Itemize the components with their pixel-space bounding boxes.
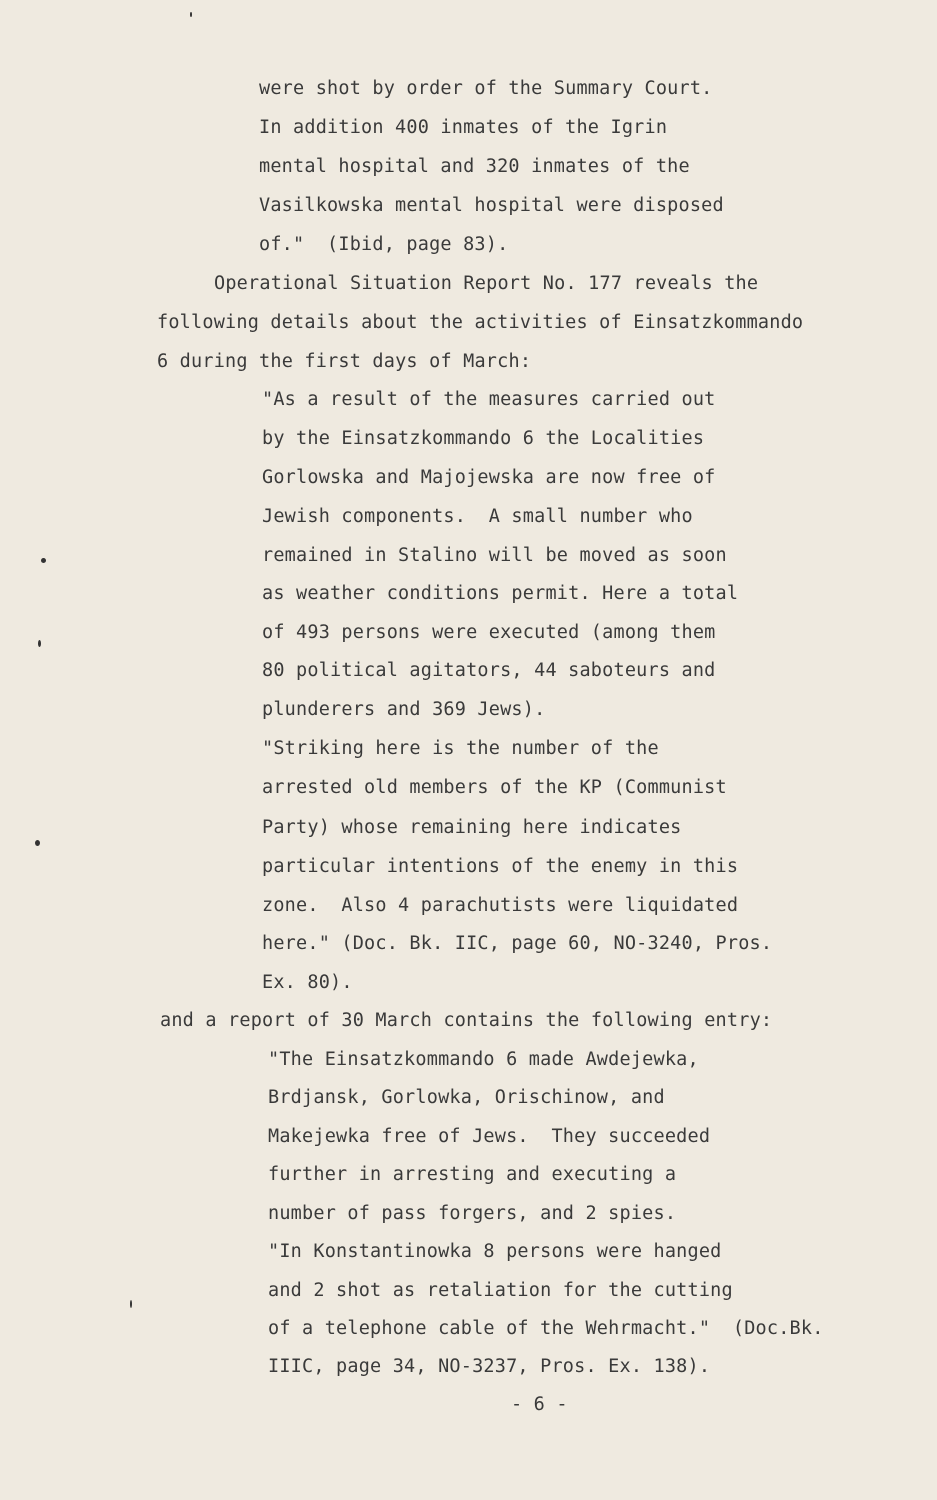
text-line: particular intentions of the enemy in this xyxy=(262,856,739,877)
text-line: further in arresting and executing a xyxy=(268,1164,677,1185)
text-line: of a telephone cable of the Wehrmacht." (Doc.Bk. xyxy=(268,1318,824,1339)
text-line: 80 political agitators, 44 saboteurs and xyxy=(262,660,716,681)
text-line: Brdjansk, Gorlowka, Orischinow, and xyxy=(268,1087,665,1108)
text-line: and a report of 30 March contains the following entry: xyxy=(160,1010,773,1031)
page-number: - 6 - xyxy=(511,1394,568,1415)
text-line: Jewish components. A small number who xyxy=(262,506,693,527)
scan-speck xyxy=(190,12,192,17)
text-line: "Striking here is the number of the xyxy=(262,738,659,759)
text-line: Ex. 80). xyxy=(262,972,353,993)
text-line: In addition 400 inmates of the Igrin xyxy=(259,117,668,138)
text-line: Operational Situation Report No. 177 reveals the xyxy=(214,273,759,294)
text-line: plunderers and 369 Jews). xyxy=(262,699,546,720)
text-line: Makejewka free of Jews. They succeeded xyxy=(268,1126,711,1147)
scan-speck xyxy=(41,558,46,563)
text-line: following details about the activities of Einsatzkommando xyxy=(157,312,804,333)
text-line: number of pass forgers, and 2 spies. xyxy=(268,1203,677,1224)
text-line: and 2 shot as retaliation for the cutting xyxy=(268,1280,733,1301)
text-line: IIIC, page 34, NO-3237, Pros. Ex. 138). xyxy=(268,1356,711,1377)
text-line: of." (Ibid, page 83). xyxy=(259,234,509,255)
text-line: "The Einsatzkommando 6 made Awdejewka, xyxy=(268,1049,699,1070)
text-line: were shot by order of the Summary Court. xyxy=(259,78,713,99)
scan-speck xyxy=(130,1300,132,1308)
text-line: remained in Stalino will be moved as soon xyxy=(262,545,727,566)
text-line: as weather conditions permit. Here a total xyxy=(262,583,739,604)
scan-speck xyxy=(38,640,41,647)
text-line: zone. Also 4 parachutists were liquidated xyxy=(262,895,739,916)
text-line: by the Einsatzkommando 6 the Localities xyxy=(262,428,705,449)
text-line: "As a result of the measures carried out xyxy=(262,389,716,410)
text-line: "In Konstantinowka 8 persons were hanged xyxy=(268,1241,722,1262)
text-line: here." (Doc. Bk. IIC, page 60, NO-3240, Pros. xyxy=(262,933,773,954)
text-line: arrested old members of the KP (Communist xyxy=(262,777,727,798)
scan-speck xyxy=(35,840,40,846)
text-line: Party) whose remaining here indicates xyxy=(262,817,682,838)
text-line: 6 during the first days of March: xyxy=(157,351,532,372)
text-line: of 493 persons were executed (among them xyxy=(262,622,716,643)
text-line: Vasilkowska mental hospital were disposed xyxy=(259,195,724,216)
text-line: mental hospital and 320 inmates of the xyxy=(259,156,690,177)
text-line: Gorlowska and Majojewska are now free of xyxy=(262,467,716,488)
